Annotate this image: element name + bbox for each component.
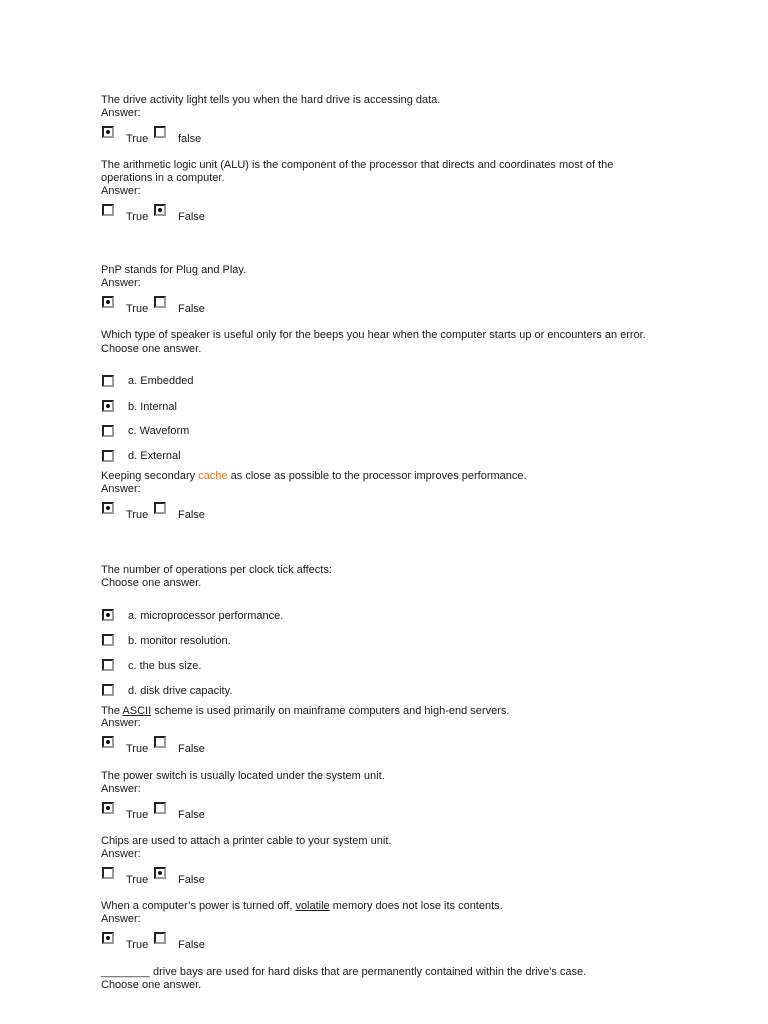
option-radio-q4-d[interactable]	[102, 450, 114, 462]
question-2-text-line2: operations in a computer.	[101, 172, 225, 184]
true-label-q7: True	[126, 743, 149, 755]
option-radio-q6-d[interactable]	[102, 684, 114, 696]
cache-link[interactable]: cache	[198, 470, 228, 482]
true-radio-q3[interactable]	[102, 296, 114, 308]
true-label-q2: True	[126, 211, 149, 223]
false-label-q5: False	[178, 509, 205, 521]
option-label-q4-a: a. Embedded	[128, 375, 194, 387]
choose-label: Choose one answer.	[101, 343, 202, 355]
option-label-q4-b: b. Internal	[128, 401, 177, 413]
true-label-q3: True	[126, 303, 149, 315]
answer-label: Answer:	[101, 848, 141, 860]
choose-label: Choose one answer.	[101, 979, 202, 991]
false-label-q9: False	[178, 874, 205, 886]
option-radio-q4-a[interactable]	[102, 375, 114, 387]
volatile-link[interactable]: volatile	[295, 900, 330, 912]
false-label-q1: false	[178, 133, 202, 145]
false-radio-q9[interactable]	[154, 867, 166, 879]
question-5-text-after: as close as possible to the processor improves performance.	[227, 470, 527, 482]
option-label-q4-c: c. Waveform	[128, 425, 190, 437]
question-3-text: PnP stands for Plug and Play.	[101, 264, 247, 276]
question-9-text: Chips are used to attach a printer cable to your system unit.	[101, 835, 392, 847]
false-label-q3: False	[178, 303, 205, 315]
true-label-q10: True	[126, 939, 149, 951]
ascii-link[interactable]: ASCII	[122, 705, 152, 717]
choose-label: Choose one answer.	[101, 577, 202, 589]
false-radio-q8[interactable]	[154, 802, 166, 814]
true-radio-q10[interactable]	[102, 932, 114, 944]
false-radio-q10[interactable]	[154, 932, 166, 944]
true-label-q1: True	[126, 133, 149, 145]
answer-label: Answer:	[101, 483, 141, 495]
question-2-text-line1: The arithmetic logic unit (ALU) is the component of the processor that directs and coordinates most of the	[101, 159, 614, 171]
false-label-q8: False	[178, 809, 205, 821]
false-label-q2: False	[178, 211, 205, 223]
option-label-q6-a: a. microprocessor performance.	[128, 610, 284, 622]
option-radio-q4-b[interactable]	[102, 400, 114, 412]
option-label-q6-d: d. disk drive capacity.	[128, 685, 233, 697]
answer-label: Answer:	[101, 783, 141, 795]
question-8-text: The power switch is usually located under the system unit.	[101, 770, 385, 782]
question-5-text	[101, 470, 527, 483]
false-radio-q3[interactable]	[154, 296, 166, 308]
false-radio-q2[interactable]	[154, 204, 166, 216]
true-label-q9: True	[126, 874, 149, 886]
true-radio-q1[interactable]	[102, 126, 114, 138]
true-radio-q7[interactable]	[102, 736, 114, 748]
false-radio-q5[interactable]	[154, 502, 166, 514]
option-radio-q4-c[interactable]	[102, 425, 114, 437]
true-radio-q8[interactable]	[102, 802, 114, 814]
question-10-text-after: memory does not lose its contents.	[329, 900, 503, 912]
question-10-text	[101, 900, 503, 913]
question-1-text: The drive activity light tells you when the hard drive is accessing data.	[101, 94, 441, 106]
false-radio-q7[interactable]	[154, 736, 166, 748]
answer-label: Answer:	[101, 717, 141, 729]
true-label-q5: True	[126, 509, 149, 521]
question-5-text-before: Keeping secondary	[101, 470, 199, 482]
answer-label: Answer:	[101, 185, 141, 197]
option-radio-q6-b[interactable]	[102, 634, 114, 646]
question-10-text-before: When a computer’s power is turned off,	[101, 900, 296, 912]
option-label-q6-c: c. the bus size.	[128, 660, 202, 672]
question-11-text: ________ drive bays are used for hard disks that are permanently contained within the drive's case.	[101, 966, 587, 978]
false-label-q10: False	[178, 939, 205, 951]
true-label-q8: True	[126, 809, 149, 821]
question-7-text	[101, 705, 509, 718]
true-radio-q9[interactable]	[102, 867, 114, 879]
answer-label: Answer:	[101, 107, 141, 119]
true-radio-q2[interactable]	[102, 204, 114, 216]
question-7-text-after: scheme is used primarily on mainframe computers and high-end servers.	[151, 705, 510, 717]
false-radio-q1[interactable]	[154, 126, 166, 138]
option-label-q6-b: b. monitor resolution.	[128, 635, 231, 647]
question-7-text-before: The	[101, 705, 123, 717]
question-6-text: The number of operations per clock tick affects:	[101, 564, 332, 576]
true-radio-q5[interactable]	[102, 502, 114, 514]
option-radio-q6-a[interactable]	[102, 609, 114, 621]
answer-label: Answer:	[101, 913, 141, 925]
false-label-q7: False	[178, 743, 205, 755]
question-4-text: Which type of speaker is useful only for the beeps you hear when the computer starts up or encounters an error.	[101, 329, 646, 341]
option-radio-q6-c[interactable]	[102, 659, 114, 671]
answer-label: Answer:	[101, 277, 141, 289]
option-label-q4-d: d. External	[128, 450, 181, 462]
